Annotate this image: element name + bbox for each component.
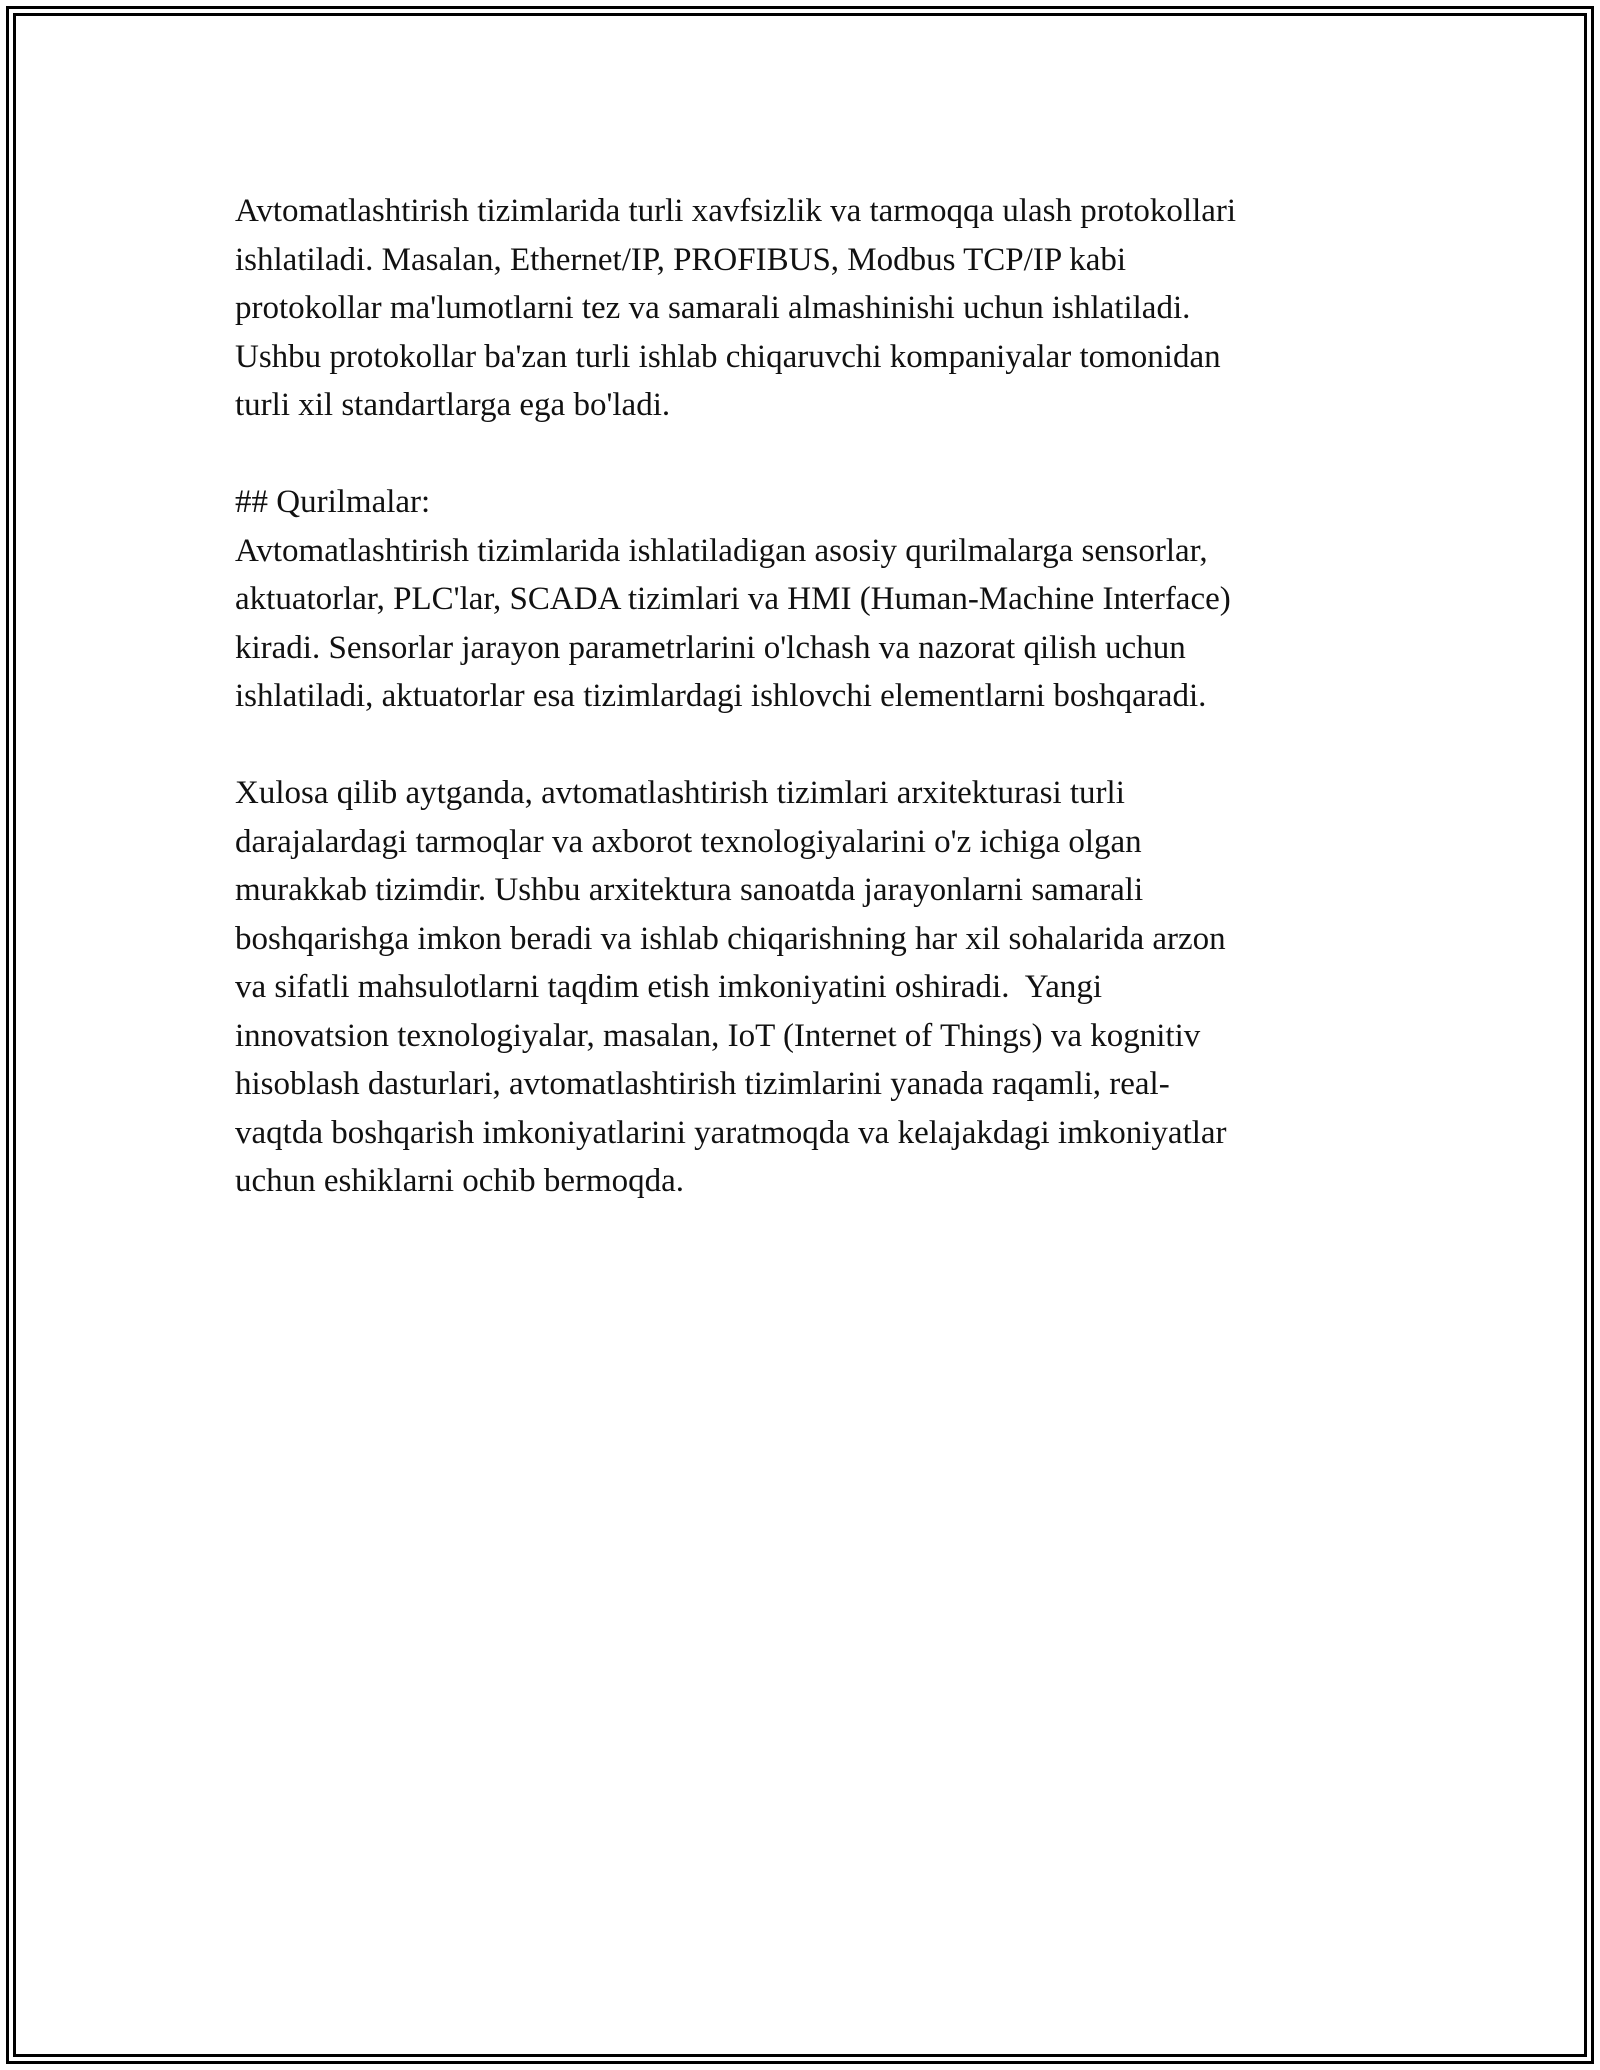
text-line: va sifatli mahsulotlarni taqdim etish imkoniyatini oshiradi. Yangi [235, 969, 1103, 1005]
text-line: turli xil standartlarga ega bo'ladi. [235, 387, 671, 423]
text-line: kiradi. Sensorlar jarayon parametrlarini o'lchash va nazorat qilish uchun [235, 629, 1186, 666]
text-line: murakkab tizimdir. Ushbu arxitektura sanoatda jarayonlarni samarali [235, 872, 1144, 908]
text-line: boshqarishga imkon beradi va ishlab chiqarishning har xil sohalarida arzon [235, 920, 1226, 957]
text-line: ishlatiladi. Masalan, Ethernet/IP, PROFIBUS, Modbus TCP/IP kabi [235, 241, 1127, 278]
text-line: uchun eshiklarni ochib bermoqda. [235, 1163, 685, 1199]
text-line: Xulosa qilib aytganda, avtomatlashtirish tizimlari arxitekturasi turli [235, 775, 1125, 811]
text-line: innovatsion texnologiyalar, masalan, IoT (Internet of Things) va kognitiv [235, 1017, 1201, 1054]
text-line: protokollar ma'lumotlarni tez va samarali almashinishi uchun ishlatiladi. [235, 290, 1191, 326]
section-heading: ## Qurilmalar: [235, 484, 431, 520]
text-line: hisoblash dasturlari, avtomatlashtirish tizimlarini yanada raqamli, real- [235, 1066, 1170, 1102]
text-line: vaqtda boshqarish imkoniyatlarini yaratmoqda va kelajakdagi imkoniyatlar [235, 1114, 1227, 1151]
paragraph-protocols [235, 187, 1375, 430]
text-line: Ushbu protokollar ba'zan turli ishlab chiqaruvchi kompaniyalar tomonidan [235, 338, 1221, 375]
paragraph-gap [235, 430, 1375, 479]
section-devices [235, 478, 1375, 721]
text-line: Avtomatlashtirish tizimlarida turli xavfsizlik va tarmoqqa ulash protokollari [235, 193, 1237, 229]
text-line: aktuatorlar, PLC'lar, SCADA tizimlari va HMI (Human-Machine Interface) [235, 581, 1231, 617]
text-line: darajalardagi tarmoqlar va axborot texnologiyalarini o'z ichiga olgan [235, 823, 1142, 860]
document-body [235, 187, 1375, 1206]
paragraph-gap [235, 721, 1375, 770]
text-line: ishlatiladi, aktuatorlar esa tizimlardagi ishlovchi elementlarni boshqaradi. [235, 678, 1207, 714]
paragraph-conclusion [235, 769, 1375, 1206]
text-line: Avtomatlashtirish tizimlarida ishlatiladigan asosiy qurilmalarga sensorlar, [235, 532, 1208, 569]
